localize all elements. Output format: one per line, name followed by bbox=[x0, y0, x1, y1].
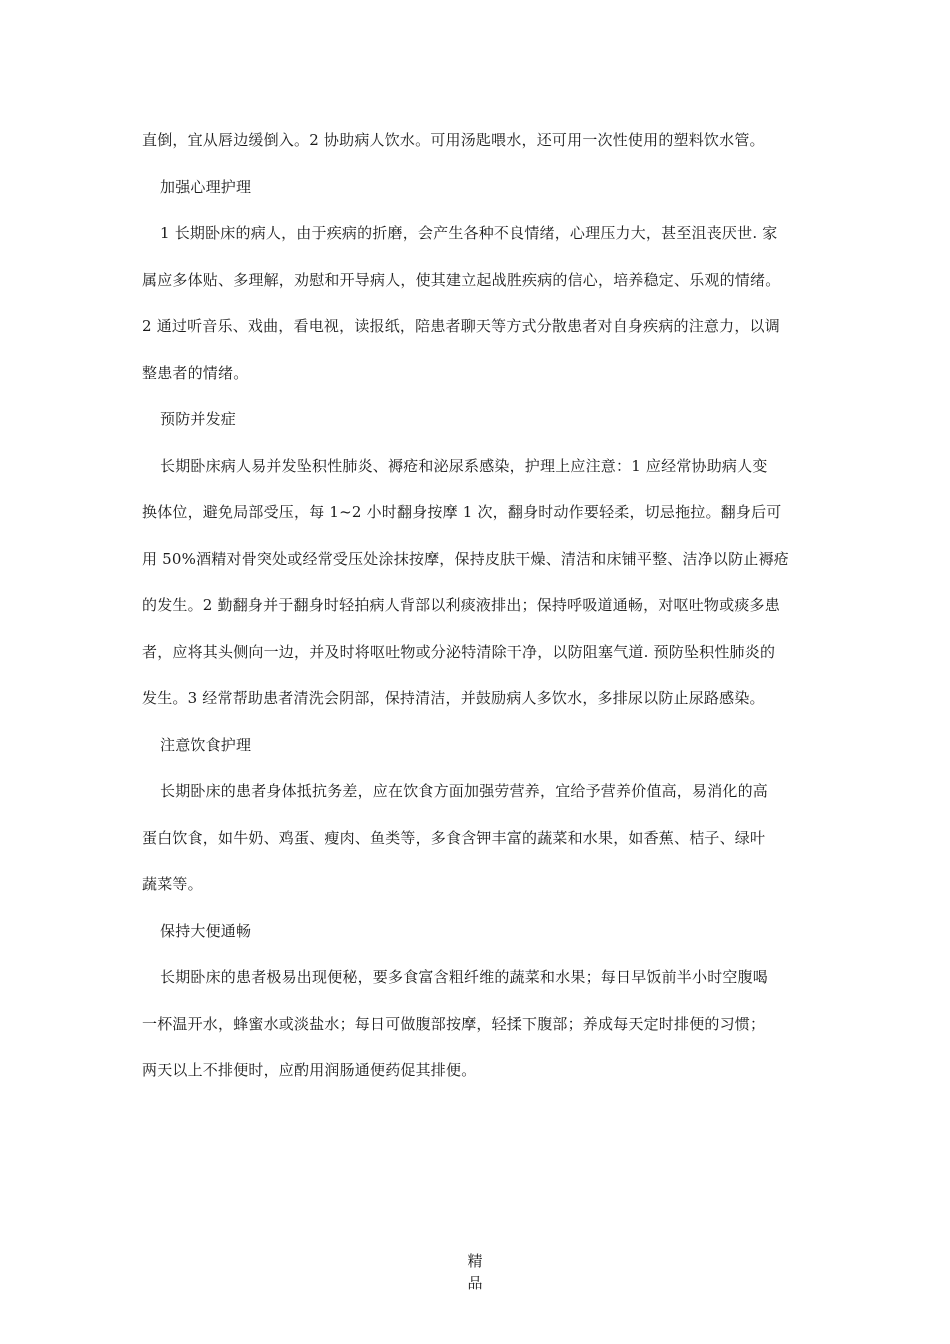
section-heading: 注意饮食护理 bbox=[160, 735, 252, 754]
paragraph-line: 蛋白饮食，如牛奶、鸡蛋、瘦肉、鱼类等，多食含钾丰富的蔬菜和水果，如香蕉、桔子、绿叶 bbox=[142, 828, 766, 847]
paragraph-line: 1 长期卧床的病人，由于疾病的折磨，会产生各种不良情绪，心理压力大，甚至沮丧厌世. 家 bbox=[160, 224, 778, 242]
section-heading: 保持大便通畅 bbox=[160, 921, 252, 940]
footer-char: 精 bbox=[467, 1252, 483, 1270]
paragraph-line: 用 50%酒精对骨突处或经常受压处涂抹按摩，保持皮肤干燥、清洁和床铺平整、洁净以防止褥疮 bbox=[142, 549, 789, 568]
paragraph-line: 一杯温开水，蜂蜜水或淡盐水；每日可做腹部按摩，轻揉下腹部；养成每天定时排便的习惯； bbox=[142, 1014, 766, 1033]
paragraph-line: 属应多体贴、多理解，劝慰和开导病人，使其建立起战胜疾病的信心，培养稳定、乐观的情绪。 bbox=[142, 270, 781, 289]
paragraph-line: 的发生。2 勤翻身并于翻身时轻拍病人背部以利痰液排出；保持呼吸道通畅，对呕吐物或痰多患 bbox=[142, 596, 780, 614]
paragraph-line: 整患者的情绪。 bbox=[142, 363, 249, 382]
section-heading: 预防并发症 bbox=[160, 410, 237, 428]
paragraph-line: 者，应将其头侧向一边，并及时将呕吐物或分泌特清除干净，以防阻塞气道. 预防坠积性肺炎的 bbox=[142, 642, 776, 661]
paragraph-line: 长期卧床的患者极易出现便秘，要多食富含粗纤维的蔬菜和水果；每日早饭前半小时空腹喝 bbox=[160, 968, 769, 986]
paragraph-line: 2 通过听音乐、戏曲，看电视，读报纸，陪患者聊天等方式分散患者对自身疾病的注意力，以调 bbox=[142, 317, 780, 335]
paragraph-line: 直倒，宜从唇边缓倒入。2 协助病人饮水。可用汤匙喂水，还可用一次性使用的塑料饮水管。 bbox=[142, 131, 765, 149]
footer-char: 品 bbox=[467, 1274, 483, 1292]
document-body bbox=[142, 125, 814, 1102]
page-footer bbox=[0, 1250, 950, 1294]
paragraph-line: 长期卧床病人易并发坠积性肺炎、褥疮和泌尿系感染，护理上应注意：1 应经常协助病人变 bbox=[160, 456, 768, 475]
section-heading: 加强心理护理 bbox=[160, 177, 252, 196]
paragraph-line: 发生。3 经常帮助患者清洗会阴部，保持清洁，并鼓励病人多饮水，多排尿以防止尿路感染。 bbox=[142, 689, 765, 707]
paragraph-line: 长期卧床的患者身体抵抗务差，应在饮食方面加强劳营养，宜给予营养价值高，易消化的高 bbox=[160, 782, 769, 800]
paragraph-line: 换体位，避免局部受压，每 1~2 小时翻身按摩 1 次，翻身时动作要轻柔，切忌拖拉。翻身后可 bbox=[142, 503, 782, 521]
paragraph-line: 两天以上不排便时，应酌用润肠通便药促其排便。 bbox=[142, 1061, 477, 1079]
paragraph-line: 蔬菜等。 bbox=[142, 875, 203, 893]
